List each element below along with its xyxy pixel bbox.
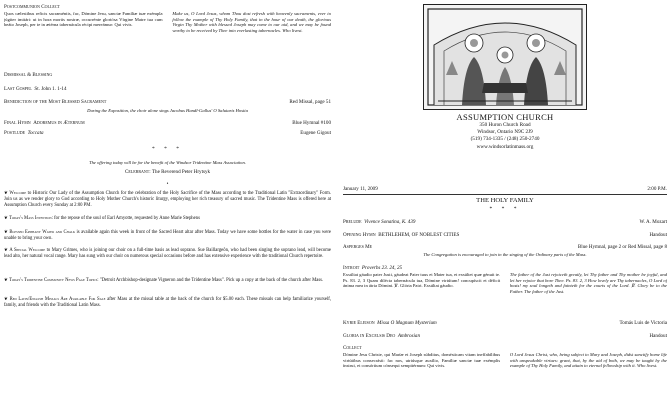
kyrie-composer: Tomás Luis de Victoria [619,320,667,326]
celebrant-name: The Reverend Peter Hrytsyk [151,169,211,175]
notice-missals [4,297,331,309]
last-gospel-row [4,86,331,92]
gloria-label: Gloria in Excelsis Deo [343,333,396,339]
notice-text: for the repose of the soul of Earl Amyotte, requested by Anne Marie Stephens [54,216,200,221]
postlude-row [4,130,331,136]
gloria-title: Ambrosian [397,333,421,339]
benediction-note: During the Exposition, the choir alone sings Jacobus Handl-Gallus' O Salutaris Hostia [87,108,248,113]
kyrie-title: Missa O Magnum Mysterium [377,320,437,326]
asperges-source: Blue Hymnal, page 2 or Red Missal, page 8 [577,244,667,250]
notice-lead: Blessed Epiphany Water and Chalk [9,230,76,235]
notice-text: "Detroit Archbishop-designate Vigneron and the Tridentine Mass". Pick up a copy at the back of the church after Mass. [99,278,324,283]
prelude-label: Prelude [343,219,362,225]
notice-text: to Historic Our Lady of the Assumption Church for the celebration of the Holy Sacrifice of the Mass according to the Traditional Latin "Extraordinary" Form. Join us as we render glory to God according to Holy Mother Church's historic liturgy, employing her rich treasury of sacred music. The Tridentine Mass is offered here at Assumption Church every Sunday at 2:00 PM. [4,191,331,208]
right-page [343,0,667,408]
kyrie-label: Kyrie Eleison [343,320,375,326]
opening-hymn-title: BETHLEHEM, OF NOBLEST CITIES [378,232,460,238]
notice-news-topics [4,278,331,284]
opening-hymn-label: Opening Hymn [343,232,376,238]
introit-label: Introit [343,265,360,271]
kyrie-row [343,320,667,326]
bullet-icon: ❦ [4,230,10,235]
left-stars: * * * [152,146,183,152]
bullet-divider: • [166,181,169,187]
gloria-source: Handout [649,333,667,339]
notice-lead: A Special Welcome [9,248,46,253]
collect-english: O Lord Jesus Christ, who, being subject to Mary and Joseph, didst sanctify home life with unspeakable virtues: grant, that, by the aid of both, we may be taught by the example of Thy Holy Family, and attain to eternal fellowship with it. Who livest. [509,352,667,369]
prelude-title: Vivence Sonatina, K. 439 [364,219,416,225]
church-name: ASSUMPTION CHURCH [456,112,554,122]
postcommunion-title: Postcommunion Collect [4,4,60,10]
notice-welcome [4,191,331,209]
postcommunion-latin: Quos cælestibus reficis sacraméntis, fac, Dómine Jesu, sanctæ Famíliæ tuæ exémpla júgiter imitári: ut in hora mortis nostræ, occurrénte gloriósa Vírgine Matre tua cum beáto Joseph, per te in ætérna tabernácula récipi mereámur: Qui vivis. [4,11,163,28]
service-time: 2:00 P.M. [647,186,667,192]
holy-family-illustration [423,4,587,110]
benediction-label: Benediction of the Most Blessed Sacrament [4,99,107,105]
last-gospel-label: Last Gospel [4,86,32,92]
introit-latin: Exsúltat gáudio pater Justi, gáudeat Pater tuus et Mater tua, et exsúltet quæ génuit te. Ps. 83. 2, 3 Quam dilécta tabernácula tua, Dómine virtútum! concupíscit et déficit ánima mea in átria Dómini. ℣. Glória Patri. Exsúltat gáudio. [343,272,501,289]
prelude-composer: W. A. Mozart [639,219,667,225]
opening-hymn-source: Handout [649,232,667,238]
church-address-1: 350 Huron Church Road [479,122,531,128]
service-date: January 11, 2009 [343,186,378,192]
asperges-note: The Congregation is encouraged to join in the singing of the Ordinary parts of the Mass. [423,252,587,257]
notice-lead: Today's Tridentine Community News Page Topics: [9,278,99,283]
asperges-label: Asperges Me [343,244,373,250]
church-address-2: Windsor, Ontario N9C 2J9 [477,129,533,136]
collect-text [343,352,667,369]
dismissal-heading: Dismissal & Blessing [4,72,53,78]
notice-lead: Welcome [9,191,27,196]
church-header [343,112,667,151]
opening-hymn-row [343,232,667,238]
last-gospel-ref: St. John 1. 1-14 [34,86,67,92]
notice-lead: Red Latin/English Missals Are Available For Sale [9,297,106,302]
church-website: www.windsorlatinmass.org [476,143,534,150]
notice-text: is available again this week in front of the Sacred Heart altar after Mass. Today we have some bottles for the water in case you were unable to bring your own. [4,230,331,241]
bullet-icon: ❦ [4,297,10,302]
church-phone: (519) 734-1335 / (248) 250-2740 [470,136,540,143]
benediction-source: Red Missal, page 51 [289,99,331,105]
prelude-row [343,219,667,225]
notice-text: after Mass at the missal table at the back of the church for $5.00 each. These missals can help familiarize yourself, family, and friends with the Traditional Latin Mass. [4,297,331,308]
notice-epiphany [4,230,331,242]
celebrant-label: Celebrant: [124,169,151,175]
final-hymn-title: Adoremus in Æternum [33,120,85,126]
introit-text [343,272,667,294]
divider [343,194,667,195]
bullet-icon: ❦ [4,248,10,253]
notice-lead: Today's Mass Intention: [9,216,53,221]
introit-heading [343,265,667,271]
collect-latin: Dómine Jesu Christe, qui Maríæ et Joseph súbditus, domésticam vitam ineffabílibus virtútibus consecrásti: fac nos, utriúsque auxílio, Famíliæ sanctæ tuæ exémplis ínstrui, et consórtium cónsequi sempitérnum: Qui vivis. [343,352,501,369]
bullet-icon: ❦ [4,216,10,221]
notice-text: to Mary Grimes, who is joining our choir on a full-time basis as lead soprano. Sue Baillargeôn, who had been singing the soprano lead, will become lead alto, her natural vocal range. Mary has sung with our choir on numerous special occasions before and has extensive experience with the traditional Church repertoire. [4,248,331,259]
final-hymn-row [4,120,331,126]
notice-mass-intention [4,216,331,222]
final-hymn-label: Final Hymn [4,120,31,126]
celebrant-line [4,169,331,175]
introit-english: The father of the Just rejoiceth greatly, let Thy father and Thy mother be joyful, and let her rejoice that bore Thee. Ps. 83. 2, 3 How lovely are Thy tabernacles, O Lord of hosts! my soul longeth and fainteth for the courts of the Lord. ℣. Glory be to the Father. The father of the Just. [509,272,667,294]
bullet-icon: ❦ [4,191,10,196]
bullet-icon: ❦ [4,278,10,283]
offering-note: The offering today will be for the benefit of the Windsor Tridentine Mass Association. [89,160,246,165]
introit-ref: Proverbs 23. 24, 25 [361,265,403,271]
collect-label: Collect [343,345,362,351]
gloria-row [343,333,667,339]
final-hymn-source: Blue Hymnal #100 [292,120,331,126]
postlude-title: Toccata [27,130,44,136]
feast-title: THE HOLY FAMILY [476,197,534,204]
holy-family-engraving-icon [424,5,586,109]
postlude-label: Postlude [4,130,26,136]
date-row [343,186,667,192]
right-stars: * * * [489,206,521,212]
postcommunion-english: Make us, O Lord Jesus, whom Thou dost refresh with heavenly sacraments, ever to follow the example of Thy Holy Family, that in the hour of our death, the glorious Virgin Thy Mother with blessed Joseph may come to our aid, and we may be found worthy to be received by Thee into everlasting tabernacles. Who livest. [172,11,331,33]
benediction-row [4,99,331,105]
postcommunion-text [4,11,331,33]
left-page [4,0,331,408]
notice-special-welcome [4,248,331,260]
postlude-composer: Eugene Gigout [300,130,331,136]
asperges-row [343,244,667,250]
